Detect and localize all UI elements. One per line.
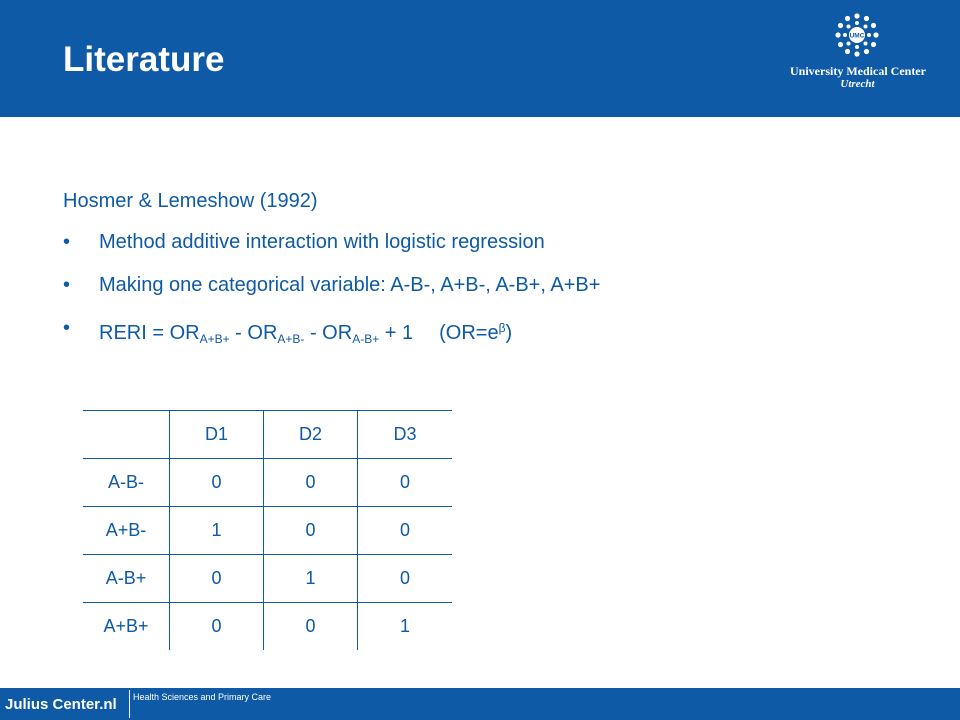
bullet-dot: •: [63, 317, 71, 339]
table-cell: 0: [170, 603, 264, 651]
table-cell: 0: [170, 555, 264, 603]
bullet-text: Making one categorical variable: A-B-, A+B-, A-B+, A+B+: [99, 274, 601, 296]
reri-minus-2: - OR: [304, 322, 353, 344]
table-header-cell: [83, 411, 170, 459]
bullet-list: [63, 227, 923, 356]
table-header-cell: D2: [264, 411, 358, 459]
reri-lead: RERI = OR: [99, 322, 200, 344]
table-cell: 0: [170, 459, 264, 507]
row-label: A-B+: [83, 555, 170, 603]
table-row: [83, 459, 452, 507]
footer-bar: [0, 688, 960, 720]
table-cell: 1: [358, 603, 453, 651]
footer-department: Health Sciences and Primary Care: [133, 692, 272, 702]
table-cell: 0: [264, 507, 358, 555]
logo-mark-text: UMC: [849, 32, 865, 40]
bullet-dot: •: [63, 231, 71, 253]
umc-sun-icon: [834, 12, 880, 58]
dummy-coding-table: [83, 410, 452, 650]
table-header-row: [83, 411, 452, 459]
table-row: [83, 603, 452, 651]
page-title: Literature: [63, 40, 225, 79]
table-cell: 0: [358, 459, 453, 507]
logo-name: University Medical Center: [790, 64, 926, 78]
table-cell: 1: [264, 555, 358, 603]
reri-sub-a-minus-b-plus: A-B+: [352, 332, 380, 346]
reri-plus-one: + 1: [379, 322, 414, 344]
reri-note-open: (OR=e: [439, 322, 499, 344]
reference-heading: Hosmer & Lemeshow (1992): [63, 190, 318, 212]
reri-minus-1: - OR: [229, 322, 278, 344]
footer-divider: [129, 690, 130, 718]
umc-logo: [790, 12, 925, 92]
table-cell: 0: [264, 459, 358, 507]
row-label: A+B+: [103, 616, 149, 636]
reri-formula: [63, 313, 923, 356]
table-row: [83, 507, 452, 555]
table-row: [83, 555, 452, 603]
bullet-item: [63, 270, 923, 313]
row-label: A+B-: [83, 507, 170, 555]
reri-note-close: ): [505, 322, 513, 344]
row-label: A-B-: [83, 459, 170, 507]
logo-city: Utrecht: [840, 78, 875, 90]
table-cell: 1: [170, 507, 264, 555]
bullet-dot: •: [63, 274, 71, 296]
table-cell: 0: [358, 507, 453, 555]
footer-brand-link[interactable]: Julius Center.nl: [5, 696, 117, 713]
table-cell: 0: [264, 603, 358, 651]
header-bar: [0, 0, 960, 117]
bullet-text: Method additive interaction with logistic regression: [99, 231, 545, 253]
bullet-item: [63, 227, 923, 270]
reri-sub-a-plus-b-minus: A+B-: [277, 332, 305, 346]
slide-content: [63, 186, 923, 356]
table-header-cell: D3: [358, 411, 453, 459]
table-cell: 0: [358, 555, 453, 603]
reri-sub-a-plus-b-plus: A+B+: [199, 332, 230, 346]
reri-note-beta: β: [498, 321, 506, 335]
table-header-cell: D1: [170, 411, 264, 459]
